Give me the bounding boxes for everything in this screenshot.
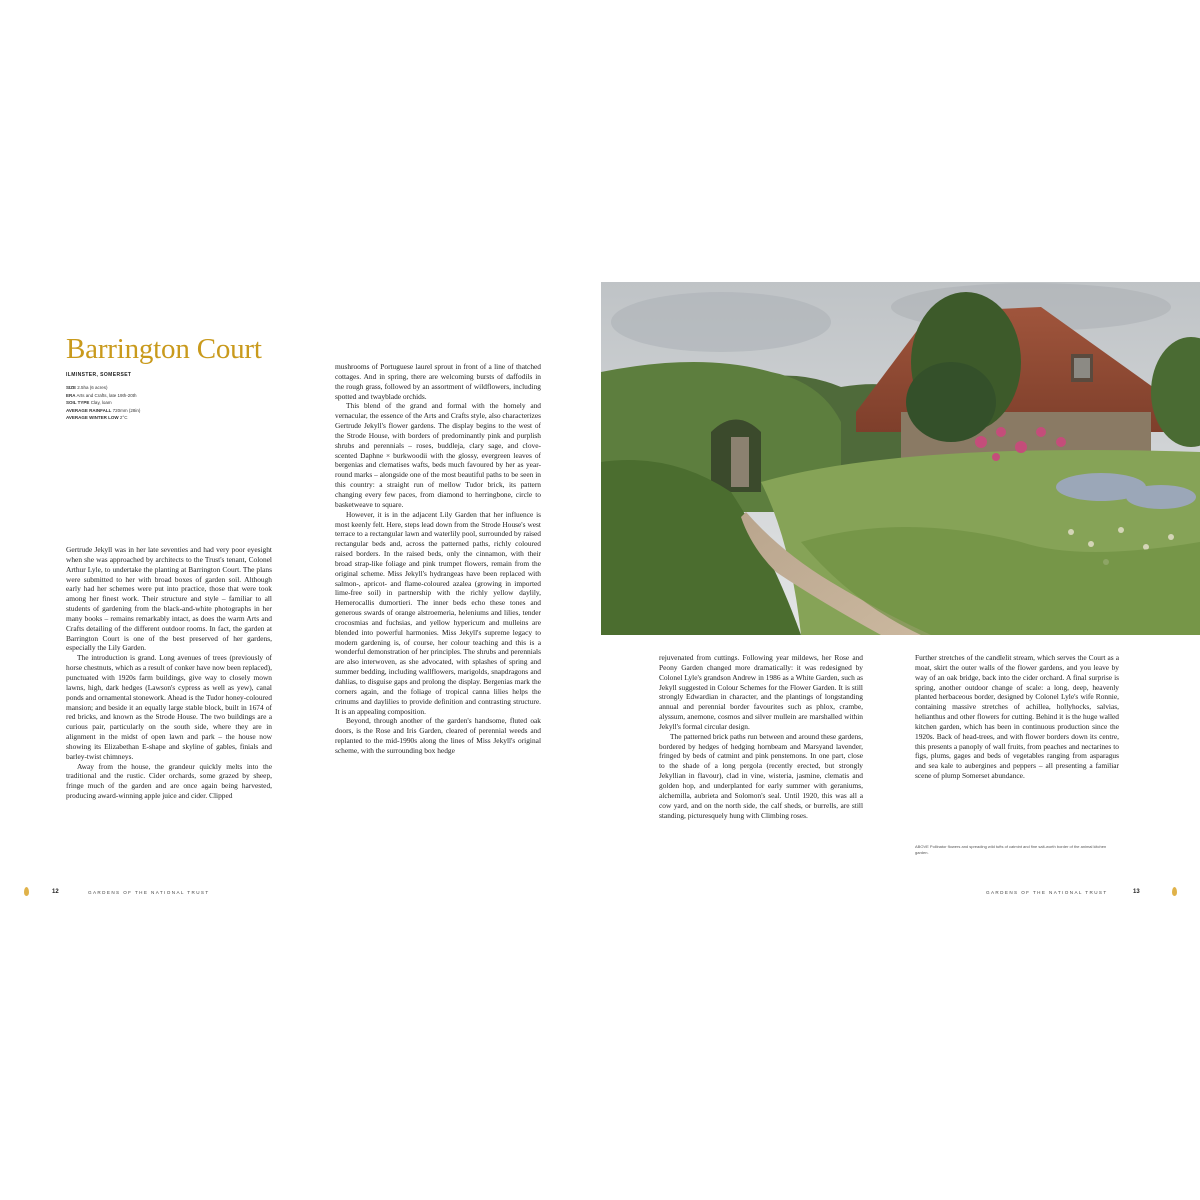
fact-key: AVERAGE RAINFALL [66, 407, 112, 413]
body-paragraph: This blend of the grand and formal with the homely and vernacular, the essence of the Arts and Crafts style, also characterizes Gertrude Jekyll's flower gardens. The display begins to the west of the Strode House, with borders of predominantly pink and purplish shrubs and perennials – roses, buddleja, clary sage, and clove-scented Daphne × burkwoodii with the glossy, evergreen leaves of bergenias and clematises wafts, beds much favoured by her as year-round marks – alongside one of the most beautiful paths to be seen in this country: a straight run of mellow Tudor brick, its pattern changing every few paces, from diamond to herringbone, circle to basketweave to square. [335, 401, 541, 509]
text-column-4 [915, 653, 1119, 781]
text-column-1 [66, 545, 272, 801]
fact-row [66, 414, 266, 422]
photo-caption: ABOVE Pollinator flowers and spreading wild tufts of catmint and fine salt-worth border of the animal kitchen garden. [915, 844, 1107, 855]
body-paragraph: Beyond, through another of the garden's handsome, fluted oak doors, is the Rose and Iris Garden, cleared of perennial weeds and replanted to the mid-1990s along the lines of Miss Jekyll's original scheme, with the surrounding box hedge [335, 716, 541, 755]
fact-value: 2.5ha (6 acres) [76, 385, 108, 390]
location-label: ILMINSTER, SOMERSET [66, 372, 132, 378]
page-title: Barrington Court [66, 333, 262, 365]
fact-value: Clay, loam [89, 400, 112, 406]
fact-value: Arts and Crafts, late 19th-20th [75, 392, 137, 398]
fact-row [66, 392, 266, 400]
body-paragraph: However, it is in the adjacent Lily Garden that her influence is most keenly felt. Here, steps lead down from the Strode House's west terrace to a rectangular lawn and waterlily pool, surrounded by raised rectangular beds and, across the patterned paths, richly coloured raised borders. In the raised beds, only the cinnamon, with their broad strap-like foliage and pink trumpet flowers, remain from the original scheme. Miss Jekyll's hydrangeas have been replaced with salmon-, apricot- and flame-coloured azalea (growing in imported lime-free soil) in partnership with the richly yellow daylily, Hemerocallis dumortieri. The inner beds echo these tones and generous swards of orange alstroemeria, heleniums and lilies, tender crocosmias and fuchsias, and yellow hypericum and mulleins are blended into powerful harmonies. Miss Jekyll's supreme legacy to modern gardening is, of course, her colour teaching and this is a wonderful demonstration of her principles. The shrubs and perennials are also interwoven, as she advocated, with splashes of spring and summer bedding, including wallflowers, marigolds, snapdragons and dahlias, to disguise gaps and prolong the display. Bergenias mark the corners again, and the foliage of tropical canna lilies helps the crinums and daylilies to provide definition and contrasting structure. It is an appealing composition. [335, 509, 541, 716]
fact-key: SIZE [66, 385, 77, 390]
page-number-right: 13 [1133, 889, 1140, 895]
leaf-ornament-icon [24, 887, 29, 896]
garden-photo-image [601, 282, 1200, 635]
page-number-left: 12 [52, 889, 59, 895]
text-column-2 [335, 362, 541, 756]
fact-value: 2°C [118, 415, 128, 421]
text-column-3 [659, 653, 863, 820]
fact-row [66, 384, 266, 392]
body-paragraph: Further stretches of the candlelit stream, which serves the Court as a moat, skirt the outer walls of the flower gardens, and you leave by way of an oak bridge, back into the cider orchard. A final surprise is spring, another outdoor change of scale: a long, deep, heavenly planted herbaceous border, designed by Colonel Lyle's wife Ronnie, containing massive stretches of achillea, hollyhocks, salvias, helianthus and other flowers for cutting. Behind it is the huge walled kitchen garden, which has been in continuous production since the 1920s. Back of head-trees, and with flower borders down its centre, this presents a panoply of wall fruits, from peaches and nectarines to figs, plums, gages and beds of vegetables ranging from asparagus and sea kale to aubergines and peppers – all presenting a familiar scene of plump Somerset abundance. [915, 653, 1119, 781]
body-paragraph: The introduction is grand. Long avenues of trees (previously of horse chestnuts, which as a result of conker have now been replaced), punctuated with 1920s farm buildings, give way to closely mown lawns, high, dark hedges (Lawson's cypress as well as yew), canal ponds and ornamental stonework. Ahead is the Tudor honey-coloured mansion; and beside it an equally large stable block, built in 1674 of red bricks, and known as the Strode House. The two buildings are a curious pair, particularly on the south side, where they are in alignment in the midst of open lawn and park – the house now showing its Elizabethan E-shape and skyline of gables, finials and barley-twist chimneys. [66, 653, 272, 761]
fact-key: ERA [66, 392, 76, 398]
body-paragraph: Away from the house, the grandeur quickly melts into the traditional and the rustic. Cider orchards, some grazed by sheep, fringe much of the garden and are once again being harvested, producing award-winning apple juice and cider. Clipped [66, 761, 272, 801]
fact-row [66, 399, 266, 407]
fact-value: 720mm (28in) [111, 407, 141, 413]
fact-key: SOIL TYPE [66, 400, 90, 406]
running-head-right: GARDENS OF THE NATIONAL TRUST [986, 890, 1108, 895]
garden-photo [601, 282, 1200, 635]
fact-row [66, 407, 266, 415]
body-paragraph: mushrooms of Portuguese laurel sprout in front of a line of thatched cottages. And in spring, there are welcoming bursts of daffodils in the rough grass, followed by an assortment of wildflowers, including spotted and twayblade orchids. [335, 362, 541, 401]
body-paragraph: The patterned brick paths run between and around these gardens, bordered by hedges of hedging hornbeam and Marsyand lavender, fringed by beds of catmint and pink penstemons. In one part, close to the shade of a long pergola (recently erected, but strongly Jekyllian in flavour), clad in vine, wisteria, jasmine, clematis and golden hop, and underplanted for early summer with geraniums, alchemilla, aubrieta and Solomon's seal. Until 1920, this was all a cow yard, and on the north side, the calf sheds, or burrells, are still standing, picturesquely hung with Climbing roses. [659, 731, 863, 820]
body-paragraph: Gertrude Jekyll was in her late seventies and had very poor eyesight when she was approached by architects to the Trust's tenant, Colonel Arthur Lyle, to undertake the planting at Barrington Court. The plans were submitted to her with broad boxes of garden soil. Although early had her schemes were put into practice, those that were took among her finest work. Their structure and style – familiar to all students of gardening from the black-and-white photographs in her many books – remains remarkably intact, as does the warm Arts and Crafts detailing of the different outdoor rooms. In fact, the garden at Barrington Court is one of the best preserved of her gardens, especially the Lily Garden. [66, 545, 272, 653]
running-head-left: GARDENS OF THE NATIONAL TRUST [88, 890, 210, 895]
fact-key: AVERAGE WINTER LOW [66, 415, 119, 421]
body-paragraph: rejuvenated from cuttings. Following year mildews, her Rose and Peony Garden changed more dramatically: it was redesigned by Colonel Lyle's grandson Andrew in 1986 as a White Garden, such as Jekyll suggested in Colour Schemes for the Flower Garden. It is still strongly Edwardian in character, and the plantings of longstanding annual and perennial border favourites such as phlox, crambe, alyssum, anemone, cosmos and silver mullein are marshalled within Jekyll's formal circular design. [659, 653, 863, 731]
leaf-ornament-icon [1172, 887, 1177, 896]
facts-box [66, 384, 266, 422]
